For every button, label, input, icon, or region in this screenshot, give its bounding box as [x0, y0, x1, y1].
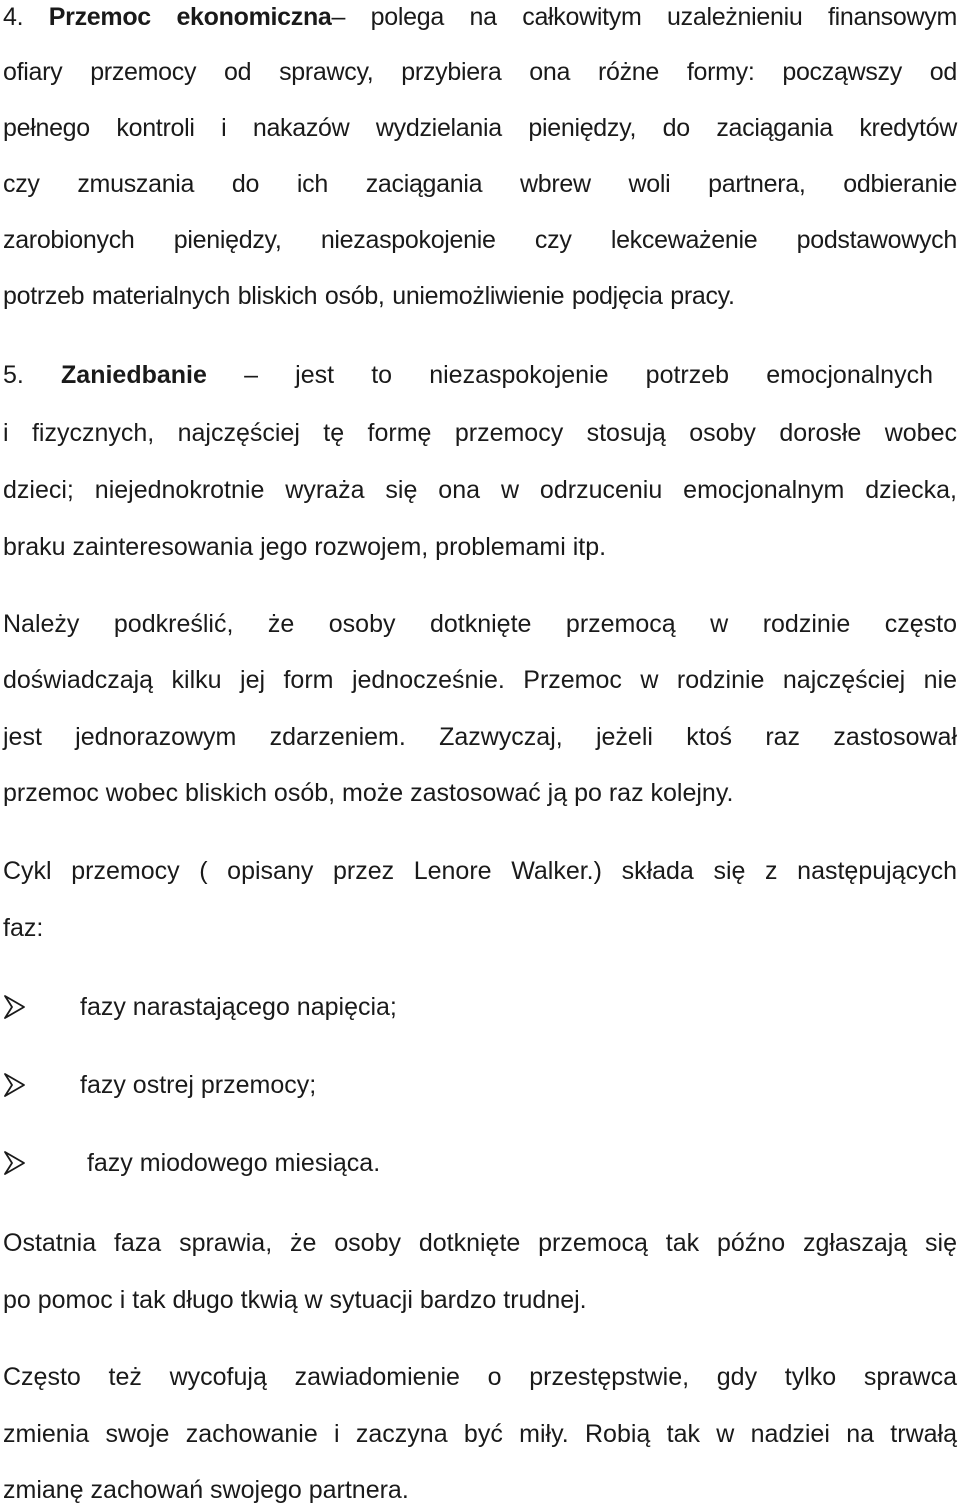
phase-label: fazy narastającego napięcia; — [80, 993, 397, 1021]
withdraw-line-1: Często też wycofują zawiadomienie o przestępstwie, gdy tylko sprawca — [3, 1363, 957, 1391]
note-line-2: doświadczają kilku jej form jednocześnie. Przemoc w rodzinie najczęściej nie — [3, 666, 957, 694]
arrowhead-bullet-icon — [3, 1073, 80, 1097]
withdraw-line-2: zmienia swoje zachowanie i zaczyna być miły. Robią tak w nadziei na trwałą — [3, 1420, 957, 1448]
section4-line-3: pełnego kontroli i nakazów wydzielania pieniędzy, do zaciągania kredytów — [3, 114, 957, 142]
phase-label: fazy miodowego miesiąca. — [80, 1149, 381, 1177]
section4-line-2: ofiary przemocy od sprawcy, przybiera ona różne formy: począwszy od — [3, 58, 957, 86]
section5-line-4: braku zainteresowania jego rozwojem, problemami itp. — [3, 533, 607, 561]
section4-line-5: zarobionych pieniędzy, niezaspokojenie czy lekceważenie podstawowych — [3, 226, 957, 254]
note-line-4: przemoc wobec bliskich osób, może zastosować ją po raz kolejny. — [3, 779, 734, 807]
section5-line-1 — [3, 358, 933, 392]
section5-number: 5. — [3, 361, 24, 389]
cycle-line-1: Cykl przemocy ( opisany przez Lenore Walker.) składa się z następujących — [3, 857, 957, 885]
withdraw-line-3: zmianę zachowań swojego partnera. — [3, 1476, 409, 1504]
note-line-3: jest jednorazowym zdarzeniem. Zazwyczaj, jeżeli ktoś raz zastosował — [3, 723, 957, 751]
section4-number: 4. — [3, 3, 24, 31]
section5-line-2: i fizycznych, najczęściej tę formę przemocy stosują osoby dorosłe wobec — [3, 419, 957, 447]
phase-item — [3, 1068, 316, 1102]
arrowhead-bullet-icon — [3, 995, 80, 1019]
section4-line-4: czy zmuszania do ich zaciągania wbrew woli partnera, odbieranie — [3, 170, 957, 198]
phase-label: fazy ostrej przemocy; — [80, 1071, 317, 1099]
last-phase-line-2: po pomoc i tak długo tkwią w sytuacji bardzo trudnej. — [3, 1286, 587, 1314]
phase-item — [3, 990, 397, 1024]
section5-term: Zaniedbanie — [61, 361, 207, 389]
last-phase-line-1: Ostatnia faza sprawia, że osoby dotknięte przemocą tak późno zgłaszają się — [3, 1229, 957, 1257]
section4-line-1 — [3, 0, 957, 34]
cycle-line-2: faz: — [3, 914, 44, 942]
section4-line-6: potrzeb materialnych bliskich osób, uniemożliwienie podjęcia pracy. — [3, 282, 735, 310]
phase-item — [3, 1146, 380, 1180]
section5-text-1: – jest to niezaspokojenie potrzeb emocjonalnych — [244, 361, 933, 389]
arrowhead-bullet-icon — [3, 1151, 80, 1175]
section4-term: Przemoc ekonomiczna — [48, 3, 332, 31]
section4-text-1: – polega na całkowitym uzależnieniu finansowym — [331, 3, 957, 31]
section5-line-3: dzieci; niejednokrotnie wyraża się ona w odrzuceniu emocjonalnym dziecka, — [3, 476, 957, 504]
note-line-1: Należy podkreślić, że osoby dotknięte przemocą w rodzinie często — [3, 610, 957, 638]
